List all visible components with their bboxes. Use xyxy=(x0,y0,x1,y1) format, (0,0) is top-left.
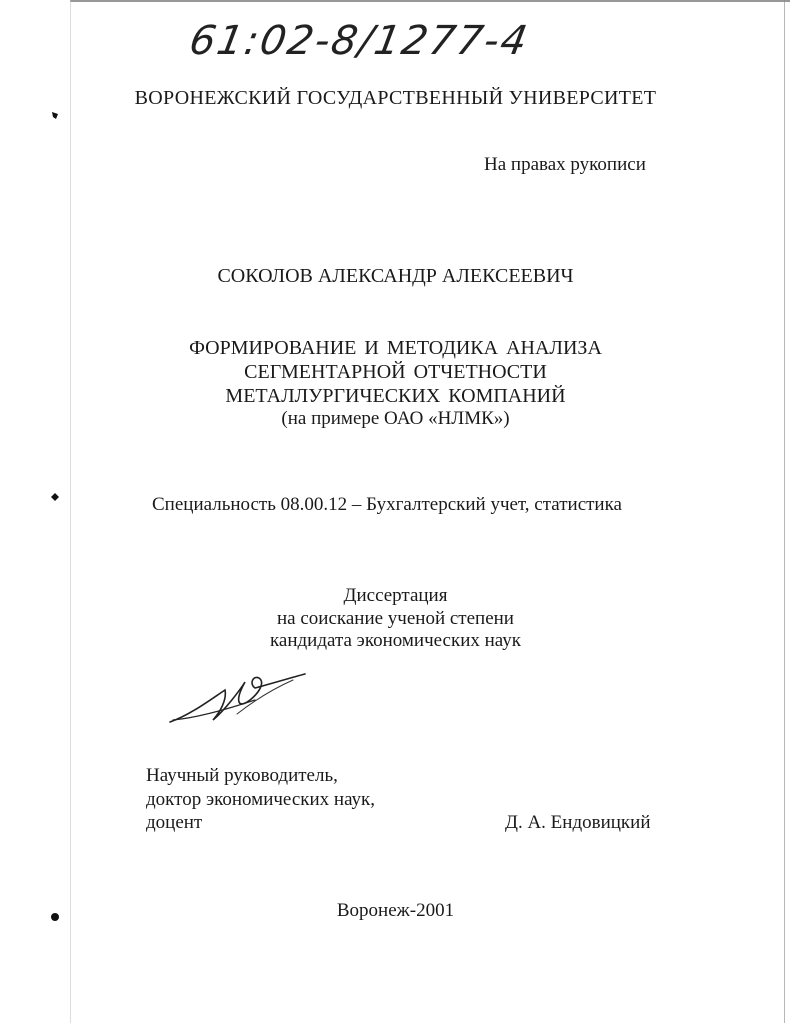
specialty: Специальность 08.00.12 – Бухгалтерский учет, статистика xyxy=(152,494,622,515)
title-line-3: МЕТАЛЛУРГИЧЕСКИХ КОМПАНИЙ xyxy=(225,385,566,407)
punch-hole-mark xyxy=(50,110,60,120)
advisor-name: Д. А. Ендовицкий xyxy=(505,812,651,833)
title-subtitle: (на примере ОАО «НЛМК») xyxy=(281,408,510,429)
title-line-1: ФОРМИРОВАНИЕ И МЕТОДИКА АНАЛИЗА xyxy=(189,337,602,359)
title-line-2: СЕГМЕНТАРНОЙ ОТЧЕТНОСТИ xyxy=(244,361,547,383)
university-name: ВОРОНЕЖСКИЙ ГОСУДАРСТВЕННЫЙ УНИВЕРСИТЕТ xyxy=(134,87,657,109)
advisor-title-line-3: доцент xyxy=(146,812,203,833)
rights-note: На правах рукописи xyxy=(484,154,646,175)
dissertation-line-1: Диссертация xyxy=(343,585,448,606)
dissertation-line-3: кандидата экономических наук xyxy=(269,630,522,651)
punch-hole-mark xyxy=(50,912,60,922)
punch-hole-mark xyxy=(50,492,60,502)
advisor-title-line-1: Научный руководитель, xyxy=(146,765,338,786)
archive-code: 61:02-8/1277-4 xyxy=(185,18,533,64)
dissertation-line-2: на соискание ученой степени xyxy=(277,608,514,629)
scan-left-edge xyxy=(70,0,71,1023)
signature xyxy=(165,670,310,730)
city-year: Воронеж-2001 xyxy=(336,900,455,921)
advisor-title-line-2: доктор экономических наук, xyxy=(146,789,376,810)
scan-top-edge xyxy=(70,0,790,2)
scan-right-edge xyxy=(784,0,785,1023)
author-name: СОКОЛОВ АЛЕКСАНДР АЛЕКСЕЕВИЧ xyxy=(217,265,574,287)
